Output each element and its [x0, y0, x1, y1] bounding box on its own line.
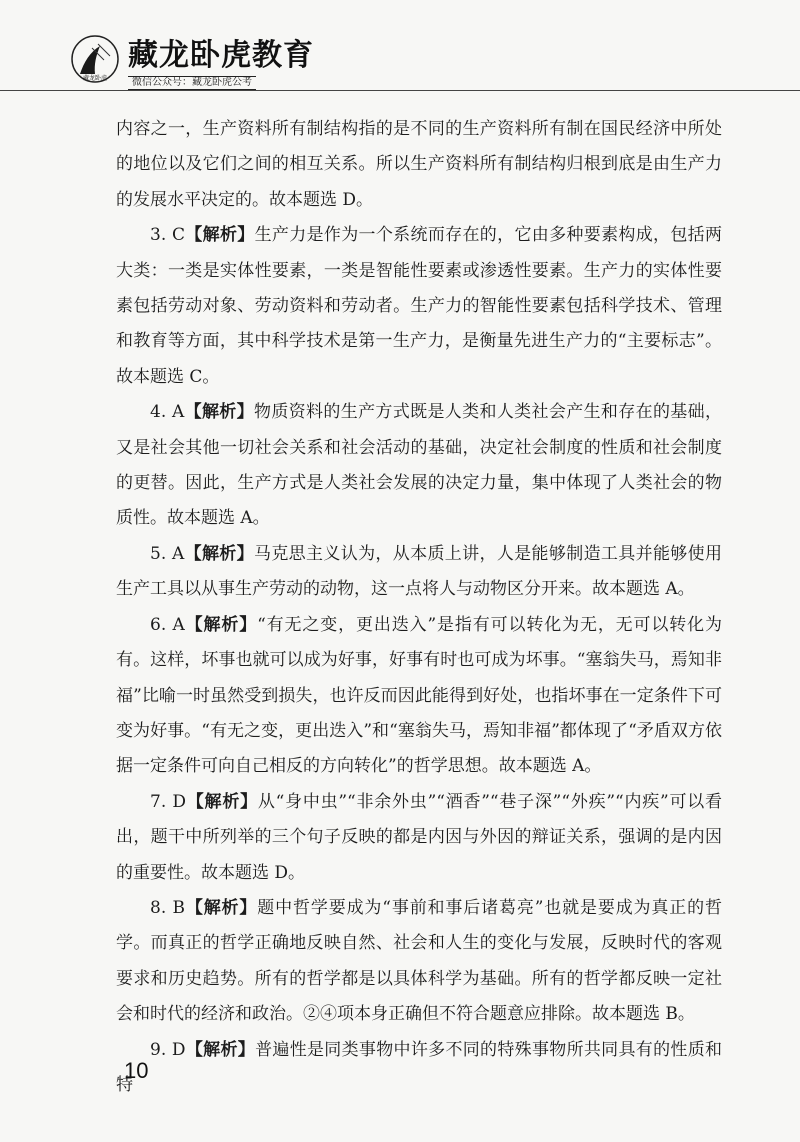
header-divider [0, 90, 800, 91]
answer-explanation-paragraph [116, 395, 722, 537]
analysis-tag: 【解析】 [184, 543, 254, 564]
analysis-tag: 【解析】 [184, 402, 254, 423]
analysis-tag: 【解析】 [186, 791, 258, 812]
explanation-text: 生产力是作为一个系统而存在的，它由多种要素构成，包括两大类：一类是实体性要素，一类是智能性要素或渗透性要素。生产力的实体性要素包括劳动对象、劳动资料和劳动者。生产力的智能性要素包括科学技术、管理和教育等方面，其中科学技术是第一生产力，是衡量先进生产力的“主要标志”。故本题选 C。 [116, 225, 723, 387]
answer-number-and-option: 8. B [150, 897, 185, 918]
explanation-text: 普遍性是同类事物中许多不同的特殊事物所共同具有的性质和特 [116, 1039, 723, 1095]
explanation-text: 物质资料的生产方式既是人类和人类社会产生和存在的基础，又是社会其他一切社会关系和社会活动的基础，决定社会制度的性质和社会制度的更替。因此，生产方式是人类社会发展的决定力量，集中体现了人类社会的物质性。故本题选 A。 [116, 402, 722, 529]
brand-title: 藏龙卧虎教育 [128, 38, 314, 73]
answer-number-and-option: 3. C [150, 225, 185, 246]
answer-number-and-option: 6. A [150, 614, 185, 635]
answer-number-and-option: 5. A [150, 543, 185, 564]
answer-number-and-option: 9. D [150, 1039, 186, 1060]
answer-explanation-paragraph [116, 218, 722, 395]
logo-caption: 藏龙卧虎 [82, 75, 108, 82]
answer-explanation-paragraph [116, 1033, 722, 1104]
answer-explanation-paragraph [116, 537, 722, 608]
page-number: 10 [124, 1058, 149, 1083]
logo-icon [70, 34, 120, 84]
answer-explanation-paragraph [116, 608, 722, 785]
analysis-tag: 【解析】 [185, 1039, 256, 1060]
answer-number-and-option: 4. A [150, 402, 185, 423]
explanation-text: 马克思主义认为，从本质上讲，人是能够制造工具并能够使用生产工具以从事生产劳动的动物，这一点将人与动物区分开来。故本题选 A。 [116, 543, 722, 600]
answer-text-body [116, 112, 722, 1103]
answer-explanation-paragraph [116, 785, 722, 891]
page-header [0, 0, 800, 92]
answer-explanation-paragraph [116, 891, 722, 1033]
analysis-tag: 【解析】 [184, 614, 258, 635]
analysis-tag: 【解析】 [184, 225, 255, 246]
explanation-text: 题中哲学要成为“事前和事后诸葛亮”也就是要成为真正的哲学。而真正的哲学正确地反映自然、社会和人生的变化与发展，反映时代的客观要求和历史趋势。所有的哲学都是以具体科学为基础。所有的哲学都反映一定社会和时代的经济和政治。②④项本身正确但不符合题意应排除。故本题选 B。 [116, 897, 722, 1025]
continued-paragraph: 内容之一，生产资料所有制结构指的是不同的生产资料所有制在国民经济中所处的地位以及它们之间的相互关系。所以生产资料所有制结构归根到底是由生产力的发展水平决定的。故本题选 D。 [116, 119, 722, 210]
explanation-text: 从“身中虫”“非余外虫”“酒香”“巷子深”“外疾”“内疾”可以看出，题干中所列举的三个句子反映的都是内因与外因的辩证关系，强调的是内因的重要性。故本题选 D。 [116, 791, 723, 883]
brand-subtitle: 微信公众号：藏龙卧虎公考 [128, 76, 256, 90]
answer-number-and-option: 7. D [150, 791, 187, 812]
explanation-text: “有无之变，更出迭入”是指有可以转化为无，无可以转化为有。这样，坏事也就可以成为好事，好事有时也可成为坏事。“塞翁失马，焉知非福”比喻一时虽然受到损失，也许反而因此能得到好处，也指坏事在一定条件下可变为好事。“有无之变，更出迭入”和“塞翁失马，焉知非福”都体现了“矛盾双方依据一定条件可向自己相反的方向转化”的哲学思想。故本题选 A。 [116, 614, 723, 777]
analysis-tag: 【解析】 [184, 897, 258, 918]
